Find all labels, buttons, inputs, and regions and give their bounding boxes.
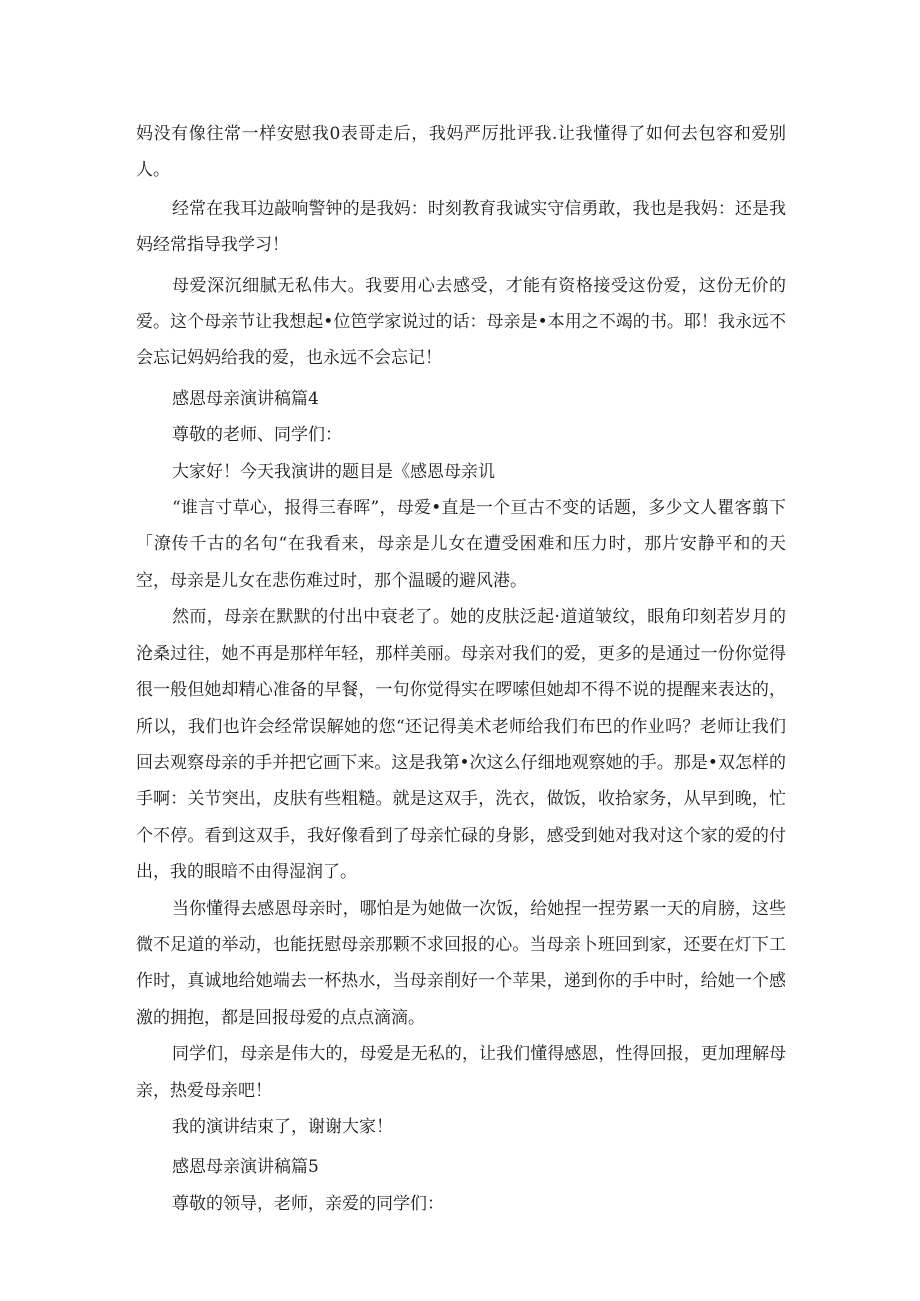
paragraph-call-to-action: 同学们，母亲是伟大的，母爱是无私的，让我们懂得感恩，性得回报，更加理解母亲，热爱母亲吧！: [136, 1044, 786, 1101]
paragraph-closing: 我的演讲结束了，谢谢大家！: [172, 1116, 393, 1137]
section-heading-4: 感恩母亲演讲稿篇4: [172, 388, 319, 409]
paragraph-greeting: 大家好！今天我演讲的题目是《感恩母亲讥: [172, 461, 495, 482]
paragraph-1: 经常在我耳边敲响警钟的是我妈：时刻教育我诚实守信勇敢，我也是我妈：还是我妈经常指导我学习！: [136, 198, 786, 256]
paragraph-quote: “谁言寸草心，报得三春晖”，母爱•直是一个亘古不变的话题，多少文人瞿客翦下「潦传千古的名句“在我看来，母亲是儿女在遭受困难和压力时，那片安静平和的天空，母亲是儿女在悲伤难过时，那个温暖的避风港。: [136, 498, 786, 591]
paragraph-2: 母爱深沉细腻无私伟大。我要用心去感受，才能有资格接受这份爱，这份无价的爱。这个母亲节让我想起•位笆学家说过的话：母亲是•本用之不竭的书。耶！我永远不会忘记妈妈给我的爱，也永远不会忘记！: [136, 275, 786, 369]
section-heading-5: 感恩母亲演讲稿篇5: [172, 1157, 319, 1178]
paragraph-aging: 然而，母亲在默默的付出中衰老了。她的皮肤泛起·道道皱纹，眼角印刻若岁月的沧桑过往，她不再是那样年轻，那样美丽。母亲对我们的爱，更多的是通过一份你觉得很一般但她却精心准备的早餐，一句你觉得实在啰嗦但她却不得不说的提醒来表达的，所以，我们也许会经常误解她的您“还记得美术老师给我们布巴的作业吗？老师让我们回去观察母亲的手并把它画下来。这是我第•次这么仔细地观察她的手。那是•双怎样的手啊：关节突出，皮肤有些粗糙。就是这双手，洗衣，做饭，收拾家务，从早到晚，忙个不停。看到这双手，我好像看到了母亲忙碌的身影，感受到她对我对这个家的爱的付出，我的眼暗不由得湿润了。: [136, 607, 786, 883]
paragraph-gratitude: 当你懂得去感恩母亲时，哪怕是为她做一次饭，给她捏一捏劳累一天的肩膀，这些微不足道的举动，也能抚慰母亲那颗不求回报的心。当母亲卜班回到家，还要在灯下工作时，真诚地给她端去一杯热水，当母亲削好一个苹果，递到你的手中时，给她一个感激的拥抱，都是回报母爱的点点滴滴。: [136, 898, 786, 1028]
salutation-4: 尊敬的老师、同学们：: [172, 425, 342, 446]
salutation-5: 尊敬的领导，老师，亲爱的同学们：: [172, 1193, 444, 1214]
document-body: [136, 116, 786, 1222]
paragraph-0: 妈没有像往常一样安慰我0表哥走后，我妈严厉批评我.让我懂得了如何去包容和爱别人。: [136, 124, 786, 181]
